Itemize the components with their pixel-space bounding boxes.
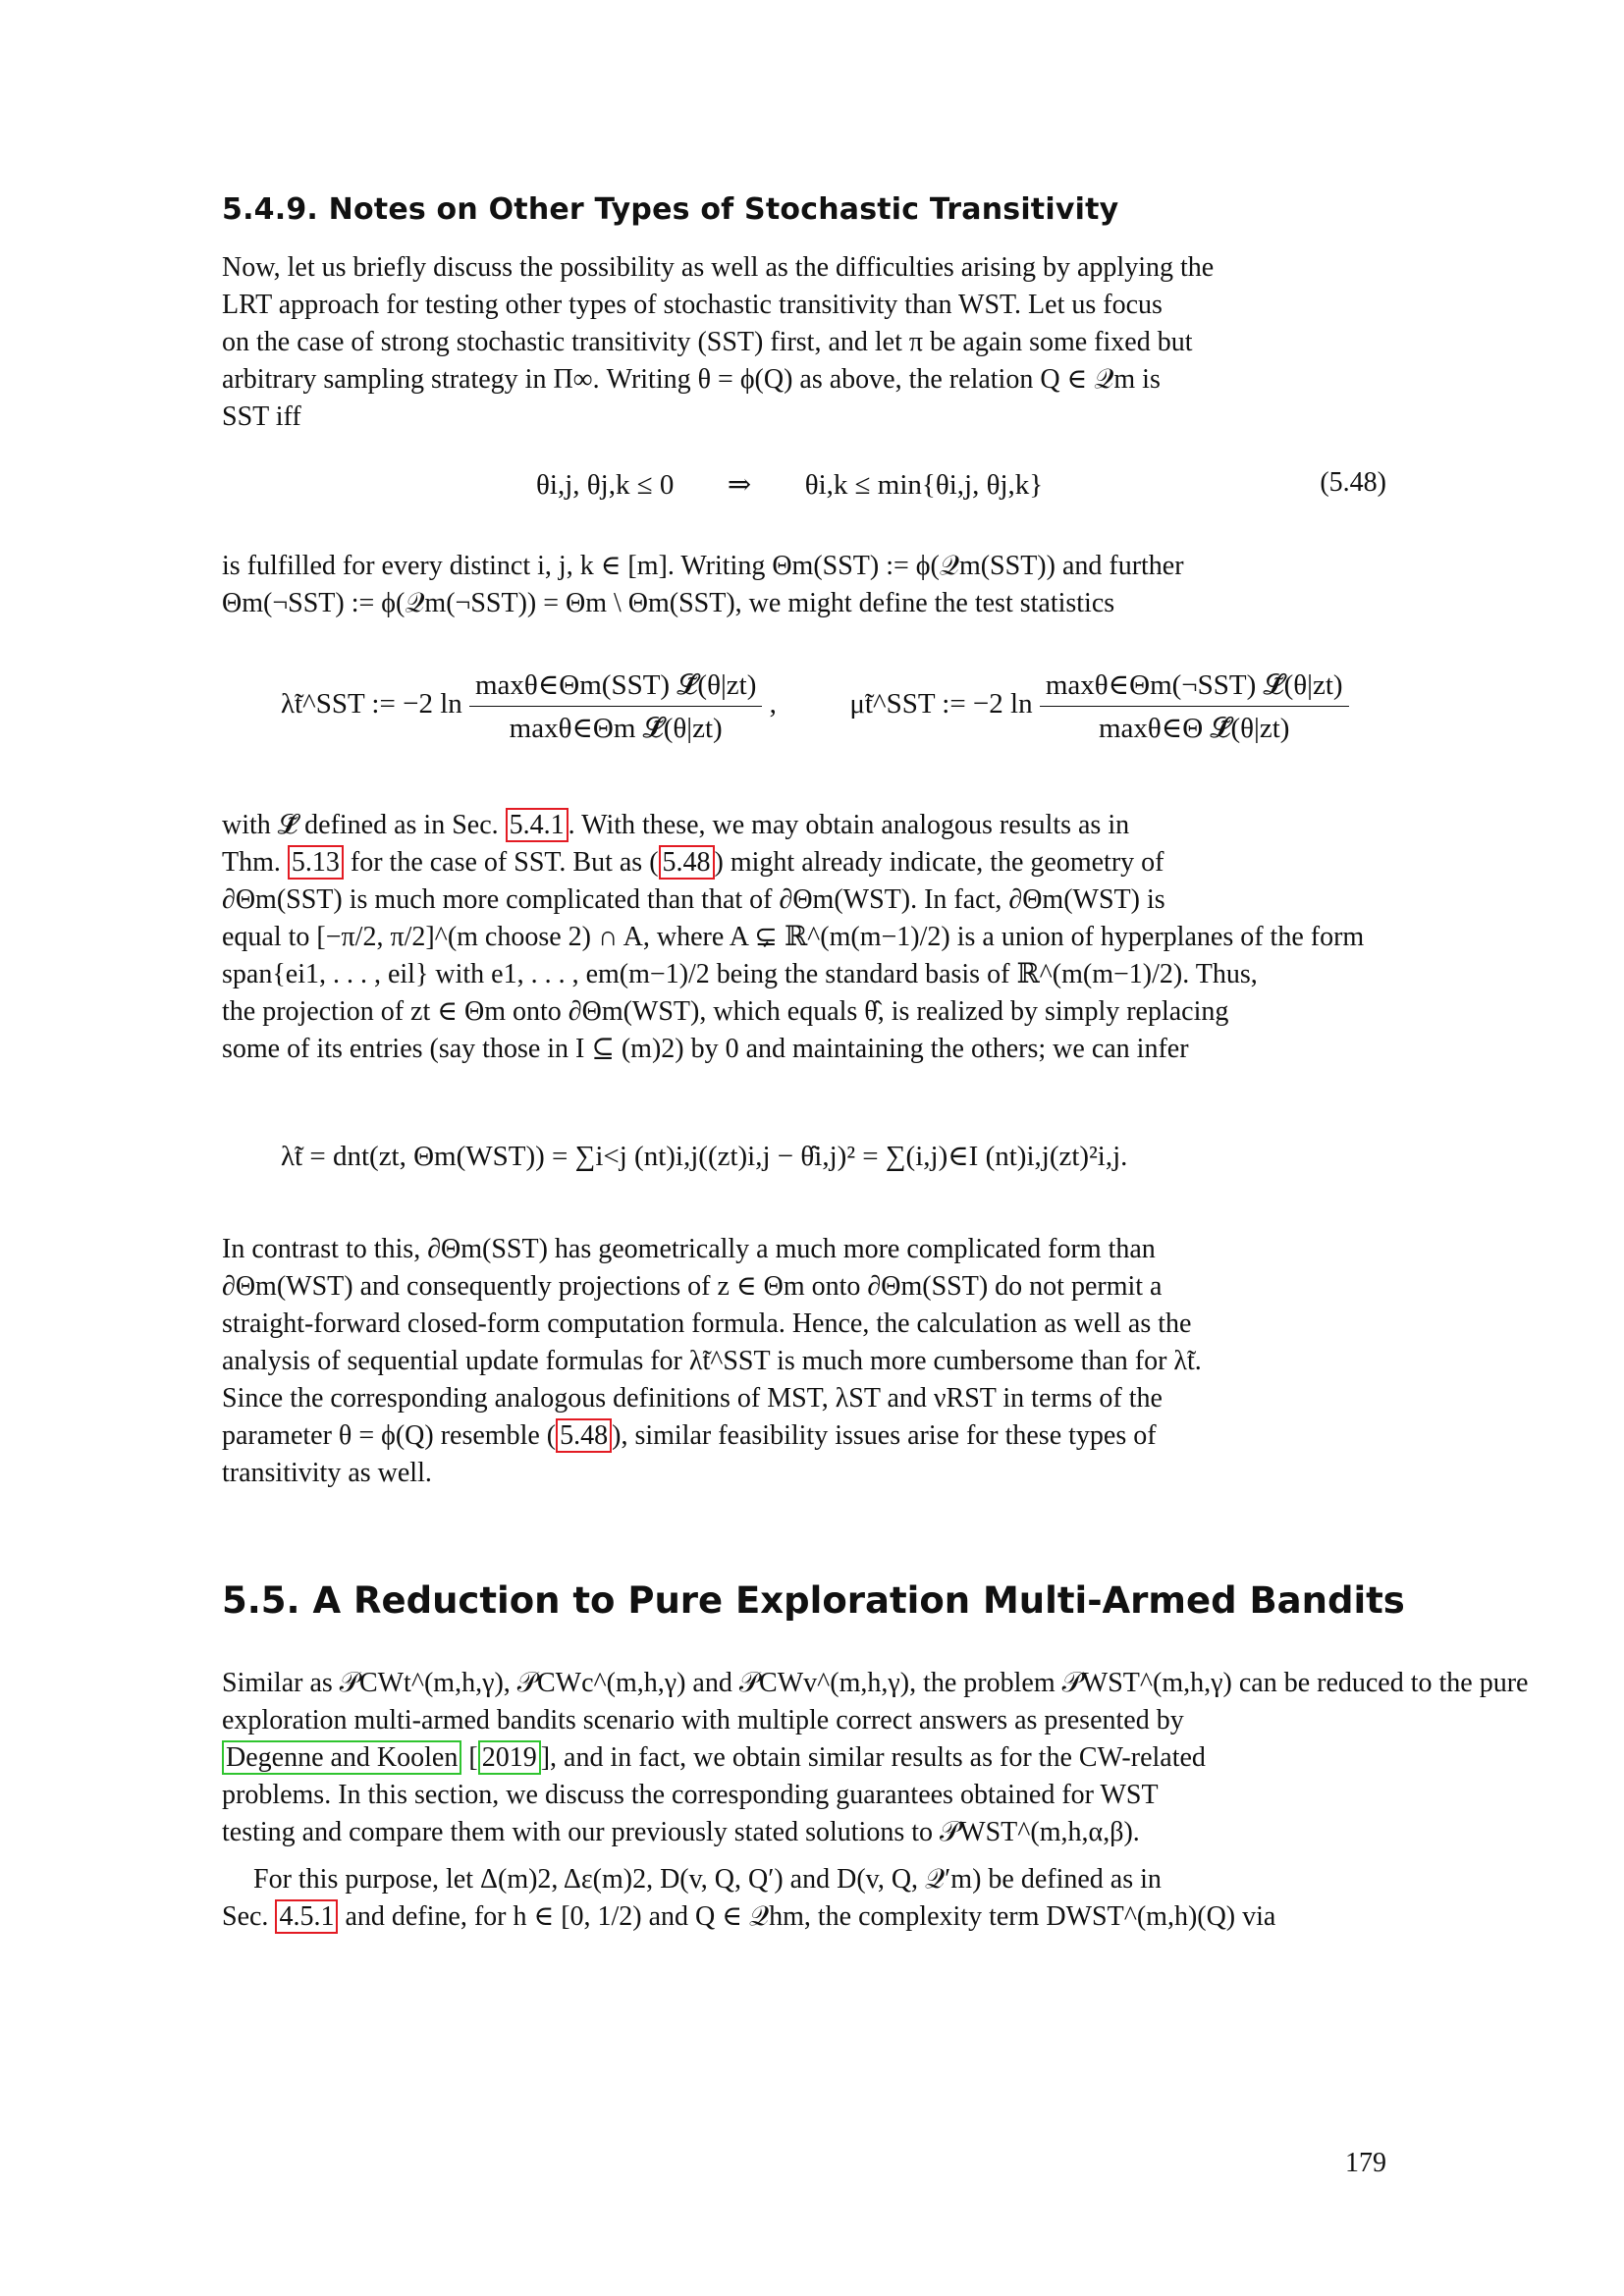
text-line: testing and compare them with our previously stated solutions to 𝒫WST^(m,h,α,β). <box>222 1817 1140 1847</box>
paragraph-complexity <box>222 1861 1386 1936</box>
text-line: exploration multi-armed bandits scenario with multiple correct answers as presented by <box>222 1705 1184 1735</box>
text-line: Thm. 5.13 for the case of SST. But as ( 5.48 ) might already indicate, the geometry of <box>222 847 1164 878</box>
fraction-denominator: maxθ∈Θm 𝓛̃(θ|zt) <box>509 713 723 744</box>
text-line: SST iff <box>222 401 301 432</box>
text-line: Since the corresponding analogous definitions of MST, λST and νRST in terms of the <box>222 1383 1163 1414</box>
lambda-sst-lhs: λ̃t^SST := −2 ln <box>281 688 462 721</box>
text-line: arbitrary sampling strategy in Π∞. Writing θ = ϕ(Q) as above, the relation Q ∈ 𝒬m is <box>222 364 1161 395</box>
lambda-sst-fraction <box>469 667 762 745</box>
equation-5-48 <box>536 467 1043 502</box>
text-line: For this purpose, let Δ(m)2, Δε(m)2, D(v, Q, Q′) and D(v, Q, 𝒬′m) be defined as in <box>253 1864 1162 1895</box>
page-number: 179 <box>1345 2148 1386 2178</box>
text-line: on the case of strong stochastic transitivity (SST) first, and let π be again some fixed but <box>222 327 1193 357</box>
fraction-numerator: maxθ∈Θm(SST) 𝓛̃(θ|zt) <box>469 667 762 707</box>
text-line: parameter θ = ϕ(Q) resemble ( 5.48 ), similar feasibility issues arise for these types of <box>222 1420 1157 1451</box>
text-line: Sec. 4.5.1 and define, for h ∈ [0, 1/2) and Q ∈ 𝒬hm, the complexity term DWST^(m,h)(Q) via <box>222 1901 1276 1932</box>
equation-ref-link[interactable]: 5.48 <box>659 845 715 880</box>
mu-sst-fraction <box>1040 667 1349 745</box>
fraction-numerator: maxθ∈Θm(¬SST) 𝓛̃(θ|zt) <box>1040 667 1349 707</box>
mu-sst-lhs: μ̃t^SST := −2 ln <box>849 688 1033 721</box>
text-line: span{ei1, . . . , eil} with e1, . . . , em(m−1)/2 being the standard basis of ℝ^(m(m−1)/2). Thus, <box>222 959 1258 989</box>
text-line: analysis of sequential update formulas for λ̃t^SST is much more cumbersome than for λ̃t. <box>222 1346 1202 1376</box>
fraction-denominator: maxθ∈Θ 𝓛̃(θ|zt) <box>1098 713 1290 744</box>
test-statistics-equation <box>281 667 1349 745</box>
paragraph-reduction <box>222 1665 1529 1851</box>
paragraph-contrast <box>222 1231 1386 1492</box>
text-line: some of its entries (say those in I ⊆ (m)2) by 0 and maintaining the others; we can infer <box>222 1034 1189 1064</box>
equation-ref-link[interactable]: 5.48 <box>556 1418 612 1453</box>
section-heading: 5.5. A Reduction to Pure Exploration Multi-Armed Bandits <box>222 1579 1405 1622</box>
text-line: problems. In this section, we discuss the corresponding guarantees obtained for WST <box>222 1780 1159 1810</box>
text-line: Degenne and Koolen [ 2019 ], and in fact, we obtain similar results as for the CW-related <box>222 1739 1386 1777</box>
equation-rhs: θi,k ≤ min{θi,j, θj,k} <box>804 469 1044 501</box>
text-line: LRT approach for testing other types of stochastic transitivity than WST. Let us focus <box>222 290 1163 320</box>
paragraph-definitions <box>222 548 1386 622</box>
equation-number: (5.48) <box>1320 467 1386 498</box>
text-line: straight-forward closed-form computation formula. Hence, the calculation as well as the <box>222 1308 1192 1339</box>
text-line: Θm(¬SST) := ϕ(𝒬m(¬SST)) = Θm \ Θm(SST), we might define the test statistics <box>222 588 1115 618</box>
section-heading: 5.4.9. Notes on Other Types of Stochastic Transitivity <box>222 192 1119 227</box>
separator: , <box>769 688 777 721</box>
lambda-distance-equation: λ̃t = dnt(zt, Θm(WST)) = ∑i<j (nt)i,j((zt)i,j − θ̂i,j)² = ∑(i,j)∈I (nt)i,j(zt)²i,j. <box>281 1141 1128 1172</box>
text-line: Similar as 𝒫CWt^(m,h,γ), 𝒫CWc^(m,h,γ) and 𝒫CWv^(m,h,γ), the problem 𝒫WST^(m,h,γ) can be reduced to the pure <box>222 1668 1529 1698</box>
paragraph-geometry <box>222 807 1386 1068</box>
text-line: ∂Θm(WST) and consequently projections of z ∈ Θm onto ∂Θm(SST) do not permit a <box>222 1271 1163 1302</box>
text-line: equal to [−π/2, π/2]^(m choose 2) ∩ A, where A ⊊ ℝ^(m(m−1)/2) is a union of hyperplanes of the form <box>222 922 1365 952</box>
equation-lhs: θi,j, θj,k ≤ 0 <box>536 469 675 501</box>
section-ref-link[interactable]: 5.4.1 <box>506 808 568 842</box>
implies-arrow: ⇒ <box>727 469 752 501</box>
text-line: with 𝓛̃ defined as in Sec. 5.4.1 . With these, we may obtain analogous results as in <box>222 810 1130 840</box>
text-line: transitivity as well. <box>222 1458 432 1488</box>
text-line: is fulfilled for every distinct i, j, k ∈ [m]. Writing Θm(SST) := ϕ(𝒬m(SST)) and further <box>222 551 1184 581</box>
text-line: Now, let us briefly discuss the possibility as well as the difficulties arising by applying the <box>222 252 1215 283</box>
citation-author-link[interactable]: Degenne and Koolen <box>222 1740 461 1775</box>
citation-year-link[interactable]: 2019 <box>478 1740 541 1775</box>
section-ref-link[interactable]: 4.5.1 <box>275 1899 338 1934</box>
text-line: ∂Θm(SST) is much more complicated than that of ∂Θm(WST). In fact, ∂Θm(WST) is <box>222 884 1165 915</box>
text-line: In contrast to this, ∂Θm(SST) has geometrically a much more complicated form than <box>222 1234 1156 1264</box>
theorem-ref-link[interactable]: 5.13 <box>288 845 344 880</box>
text-line: the projection of zt ∈ Θm onto ∂Θm(WST), which equals θ̂, is realized by simply replacing <box>222 996 1229 1027</box>
paragraph-intro <box>222 249 1386 436</box>
